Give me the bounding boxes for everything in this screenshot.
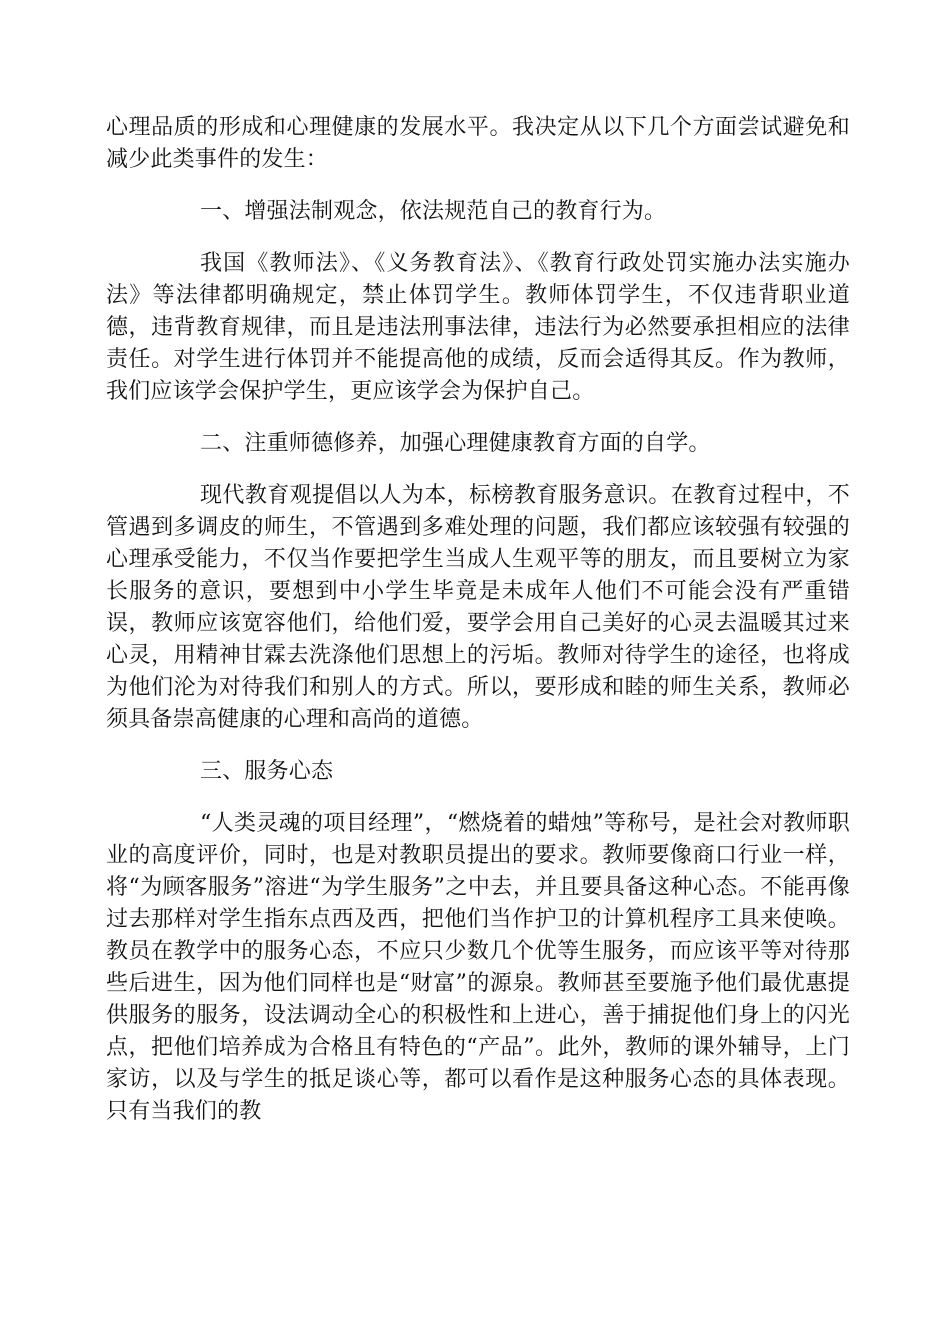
section-heading-2: 二、注重师德修养，加强心理健康教育方面的自学。 [200, 431, 711, 456]
paragraph-ethics: 现代教育观提倡以人为本，标榜教育服务意识。在教育过程中，不管遇到多调皮的师生，不管遇到多难处理的问题，我们都应该较强有较强的心理承受能力，不仅当作要把学生当成人生观平等的朋友，而且要树立为家长服务的意识，要想到中小学生毕竟是未成年人他们不可能会没有严重错误，教师应该宽容他们，给他们爱，要学会用自己美好的心灵去温暖其过来心灵，用精神甘霖去洗涤他们思想上的污垢。教师对待学生的途径，也将成为他们沦为对待我们和别人的方式。所以，要形成和睦的师生关系，教师必须具备崇高健康的心理和高尚的道德。 [106, 483, 850, 732]
document-page [106, 112, 850, 1148]
section-heading-3: 三、服务心态 [200, 759, 334, 784]
paragraph-intro-continuation: 心理品质的形成和心理健康的发展水平。我决定从以下几个方面尝试避免和减少此类事件的发生： [106, 115, 850, 172]
section-heading-1: 一、增强法制观念，依法规范自己的教育行为。 [200, 199, 667, 224]
paragraph-service: “人类灵魂的项目经理”，“燃烧着的蜡烛”等称号，是社会对教师职业的高度评价，同时，也是对教职员提出的要求。教师要像商口行业一样，将“为顾客服务”溶进“为学生服务”之中去，并且要具备这种心态。不能再像过去那样对学生指东点西及西，把他们当作护卫的计算机程序工具来使唤。教员在教学中的服务心态，不应只少数几个优等生服务，而应该平等对待那些后进生，因为他们同样也是“财富”的源泉。教师甚至要施予他们最优惠提供服务的服务，设法调动全心的积极性和上进心，善于捕捉他们身上的闪光点，把他们培养成为合格且有特色的“产品”。此外，教师的课外辅导，上门家访，以及与学生的抵足谈心等，都可以看作是这种服务心态的具体表现。只有当我们的教 [106, 811, 850, 1124]
paragraph-law: 我国《教师法》、《义务教育法》、《教育行政处罚实施办法实施办法》等法律都明确规定，禁止体罚学生。教师体罚学生，不仅违背职业道德，违背教育规律，而且是违法刑事法律，违法行为必然要承担相应的法律责任。对学生进行体罚并不能提高他的成绩，反而会适得其反。作为教师，我们应该学会保护学生，更应该学会为保护自己。 [106, 251, 850, 404]
